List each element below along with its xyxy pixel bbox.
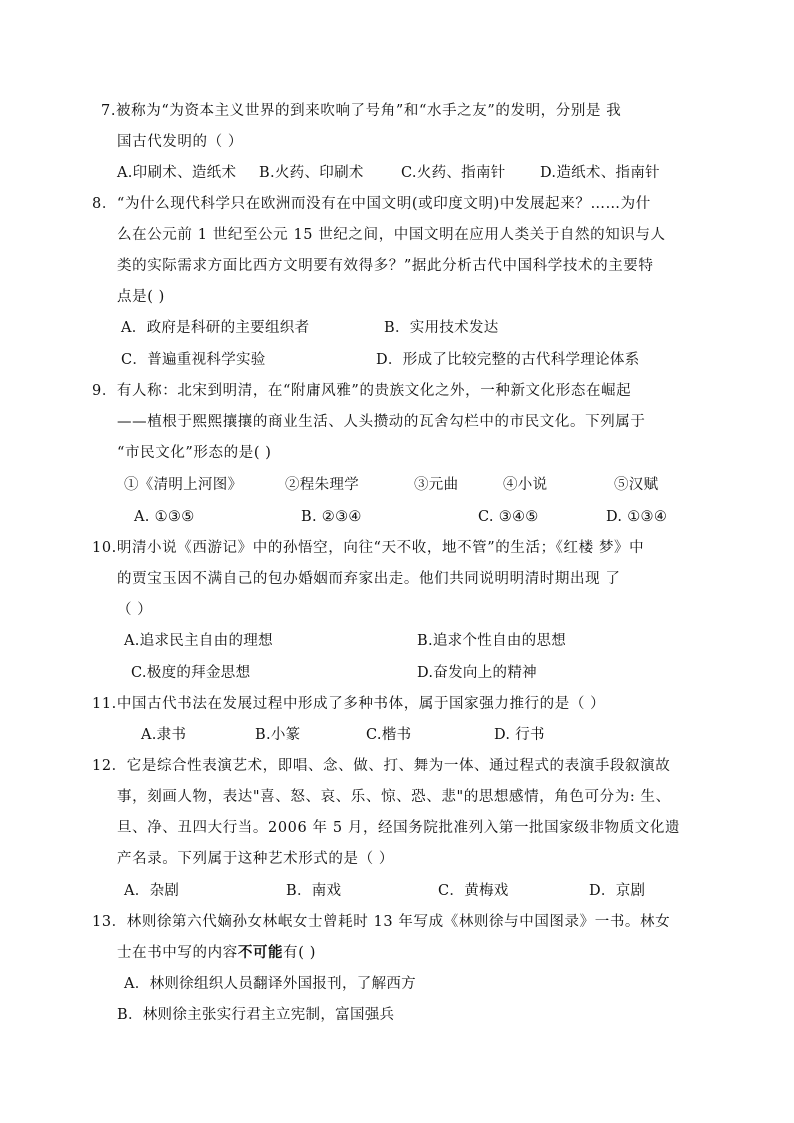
q10-stem-line3: （ ） <box>117 602 153 618</box>
q13-stem-line2-part2: 有( ) <box>283 945 316 961</box>
q13-stem-line2-part1: 士在书中写的内容 <box>117 945 238 961</box>
q9-item-1: ①《清明上河图》 <box>124 477 243 493</box>
q8-option-c: C．普遍重视科学实验 <box>121 352 266 368</box>
q7-option-b: B.火药、印刷术 <box>259 165 364 181</box>
q9-stem-line3: “市民文化”形态的是( ) <box>117 445 272 461</box>
q13-stem-line1: 13．林则徐第六代嫡孙女林岷女士曾耗时 13 年写成《林则徐与中国图录》一书。林女 <box>92 914 671 930</box>
q8-option-a: A．政府是科研的主要组织者 <box>121 320 310 336</box>
q11-option-b: B.小篆 <box>255 727 301 743</box>
q10-option-d: D.奋发向上的精神 <box>417 665 537 681</box>
q9-item-5: ⑤汉赋 <box>614 477 659 493</box>
q13-option-a: A．林则徐组织人员翻译外国报刊，了解西方 <box>124 976 416 992</box>
q13-option-b: B．林则徐主张实行君主立宪制，富国强兵 <box>117 1007 395 1023</box>
q7-option-c: C.火药、指南针 <box>401 165 506 181</box>
q12-stem-line3: 旦、净、丑四大行当。2006 年 5 月，经国务院批准列入第一批国家级非物质文化遗 <box>117 820 681 836</box>
q10-stem-line2: 的贾宝玉因不满自己的包办婚姻而弃家出走。他们共同说明明清时期出现 了 <box>117 571 621 587</box>
q7-option-d: D.造纸术、指南针 <box>540 165 660 181</box>
q9-option-a: A. ①③⑤ <box>134 509 195 525</box>
q12-option-d: D．京剧 <box>589 883 646 899</box>
q7-option-a: A.印刷术、造纸术 <box>117 165 237 181</box>
q12-stem-line2: 事，刻画人物，表达"喜、怒、哀、乐、惊、恐、悲"的思想感情，角色可分为: 生、 <box>117 789 671 805</box>
q7-stem-line2: 国古代发明的（ ） <box>117 134 244 150</box>
q11-stem-line1: 11.中国古代书法在发展过程中形成了多种书体，属于国家强力推行的是（ ） <box>92 696 606 712</box>
q9-stem-line2: ——植根于熙熙攘攘的商业生活、人头攒动的瓦舍勾栏中的市民文化。下列属于 <box>117 414 646 430</box>
q8-stem-line2: 么在公元前 1 世纪至公元 15 世纪之间，中国文明在应用人类关于自然的知识与人 <box>117 227 666 243</box>
q9-item-4: ④小说 <box>503 477 548 493</box>
q8-option-b: B．实用技术发达 <box>384 320 499 336</box>
q13-emphasis-not-possible: 不可能 <box>237 944 284 961</box>
q8-option-d: D．形成了比较完整的古代科学理论体系 <box>376 352 640 368</box>
q9-item-3: ③元曲 <box>414 477 459 493</box>
q7-stem-line1: 7.被称为“为资本主义世界的到来吹响了号角”和“水手之友”的发明，分别是 我 <box>101 103 622 119</box>
q10-option-c: C.极度的拜金思想 <box>131 665 251 681</box>
q12-option-a: A．杂剧 <box>124 883 180 899</box>
q9-option-b: B. ②③④ <box>301 509 362 525</box>
q9-option-d: D. ①③④ <box>606 509 668 525</box>
q8-stem-line3: 类的实际需求方面比西方文明要有效得多？”据此分析古代中国科学技术的主要特 <box>117 258 654 274</box>
q8-stem-line1: 8．“为什么现代科学只在欧洲而没有在中国文明(或印度文明)中发展起来？……为什 <box>92 196 651 212</box>
q13-stem-line2 <box>117 943 316 963</box>
q12-option-c: C．黄梅戏 <box>438 883 509 899</box>
q12-stem-line4: 产名录。下列属于这种艺术形式的是（ ） <box>117 851 395 867</box>
q12-option-b: B．南戏 <box>286 883 342 899</box>
q11-option-d: D. 行书 <box>494 727 545 743</box>
q10-option-b: B.追求个性自由的思想 <box>417 633 567 649</box>
q9-stem-line1: 9．有人称：北宋到明清，在“附庸风雅”的贵族文化之外，一种新文化形态在崛起 <box>92 383 632 399</box>
q10-stem-line1: 10.明清小说《西游记》中的孙悟空，向往“天不收，地不管”的生活；《红楼 梦》中 <box>92 540 645 556</box>
q12-stem-line1: 12．它是综合性表演艺术，即唱、念、做、打、舞为一体、通过程式的表演手段叙演故 <box>92 758 671 774</box>
q11-option-a: A.隶书 <box>141 727 187 743</box>
q9-option-c: C. ③④⑤ <box>478 509 539 525</box>
q11-option-c: C.楷书 <box>366 727 412 743</box>
q9-item-2: ②程朱理学 <box>285 477 359 493</box>
q10-option-a: A.追求民主自由的理想 <box>124 633 273 649</box>
q8-stem-line4: 点是( ) <box>117 289 165 305</box>
